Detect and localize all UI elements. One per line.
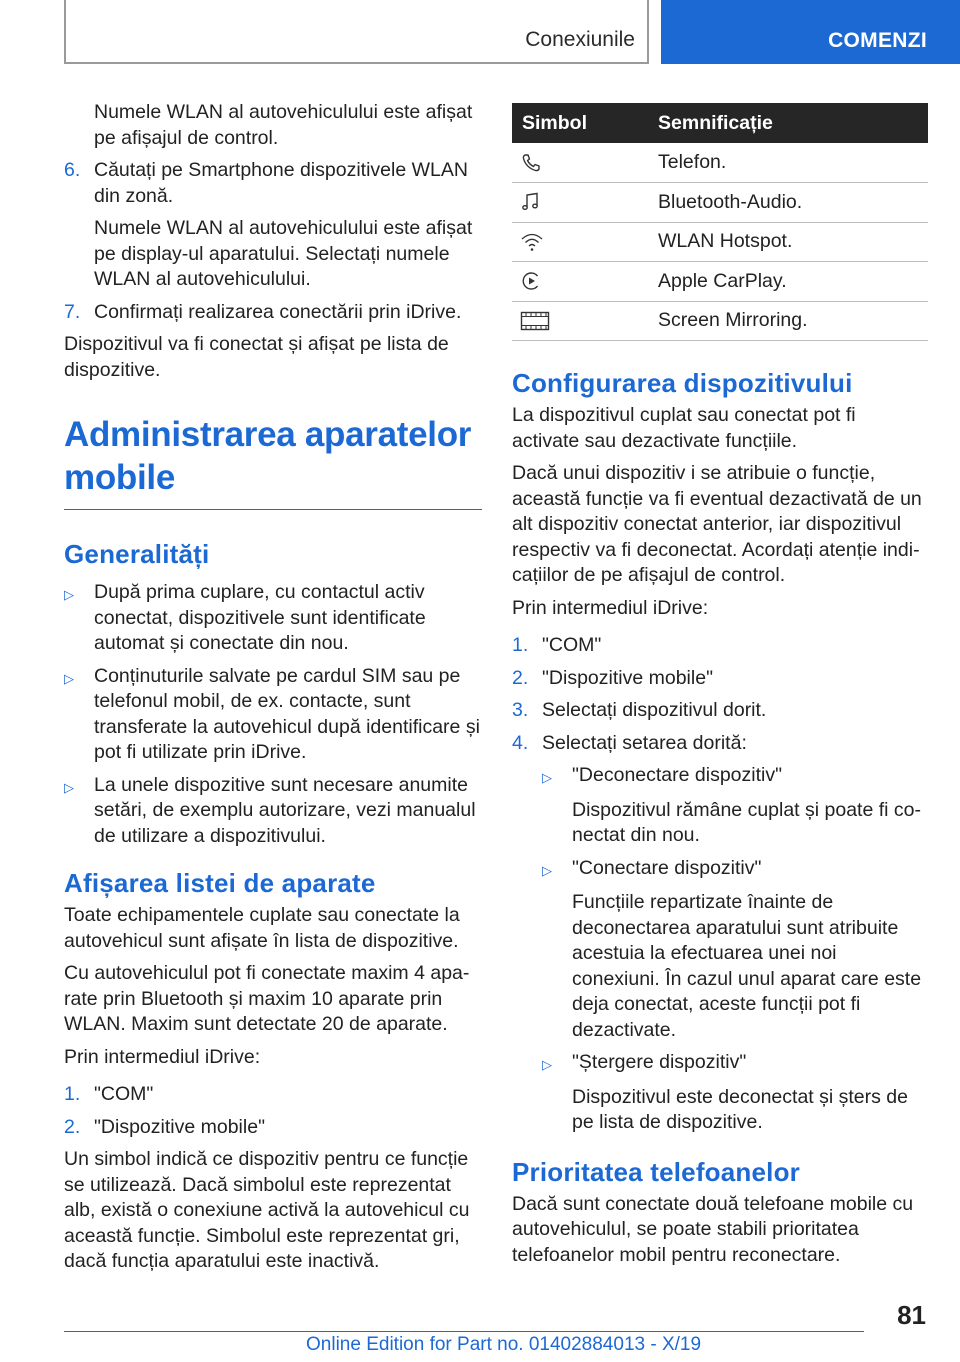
table-header-row (512, 103, 928, 143)
heading-divider (64, 509, 482, 510)
right-column (512, 103, 928, 1275)
paragraph: Prin intermediul iDrive: (64, 1045, 261, 1068)
step-number: 3. (512, 699, 529, 721)
step-text: Confirmați realizarea conectării prin iDrive. (94, 300, 462, 323)
step-number: 7. (64, 300, 81, 323)
step-text: "Dispozitive mobile" (542, 666, 713, 689)
triangle-bullet-icon: ▷ (542, 862, 552, 878)
list-item (512, 633, 928, 659)
triangle-bullet-icon: ▷ (64, 587, 74, 602)
option-description: Funcțiile repartizate înainte de deconectarea aparatului sunt atribuite acestuia la efectuarea unei noi conexiuni. În cazul unul aparat care este deja conectat, aceste funcții pot fi dezactivate. (572, 891, 922, 1041)
step-number: 2. (64, 1115, 81, 1138)
bullet-item (64, 773, 482, 850)
table-cell-meaning: WLAN Hotspot. (648, 222, 928, 262)
list-item (64, 1115, 482, 1141)
paragraph: La dispozitivul cuplat sau conectat pot fi activate sau dezactivate funcțiile. (512, 404, 856, 452)
list-item (64, 300, 482, 326)
step-number: 6. (64, 159, 81, 181)
triangle-bullet-icon: ▷ (64, 779, 74, 795)
paragraph: Dispozitivul va fi conectat și afișat pe lista de dispozitive. (64, 333, 449, 381)
option-title: "Ștergere dispozitiv" (572, 1051, 747, 1073)
section-title: COMENZI (828, 29, 927, 52)
bullet-item (542, 856, 928, 884)
bullet-text: După prima cuplare, cu contactul activ conectat, dispozitivele sunt identificate automat și conectate din nou. (94, 581, 426, 654)
step-text: "COM" (94, 1083, 154, 1105)
table-row (512, 222, 928, 262)
option-title: "Conectare dispozitiv" (572, 856, 762, 879)
chapter-title: Conexiunile (525, 28, 635, 51)
symbol-table (512, 103, 928, 341)
triangle-bullet-icon: ▷ (542, 770, 552, 785)
carplay-icon (520, 270, 648, 292)
paragraph: Numele WLAN al autovehiculului este afișat pe display-ul aparatului. Selectați numele WLAN al autovehiculului. (94, 217, 473, 290)
paragraph: Prin intermediul iDrive: (512, 596, 709, 619)
music-note-icon (520, 191, 648, 213)
phone-icon (520, 152, 648, 174)
paragraph: Un simbol indică ce dispozitiv pentru ce funcție se utilizează. Dacă simbolul este reprezentat alb, există o conexiune activă la autovehicul cu această funcție. Simbolul este reprezentat gri, dacă funcția aparatului este inactivă. (64, 1148, 470, 1272)
options-list (512, 763, 928, 1136)
section-heading-general: Generalități (64, 539, 210, 569)
list-item (512, 666, 928, 692)
step-number: 4. (512, 731, 529, 754)
left-column (64, 100, 482, 1282)
footer-divider (64, 1331, 864, 1332)
table-cell-meaning: Bluetooth-Audio. (648, 183, 928, 223)
triangle-bullet-icon: ▷ (64, 670, 74, 686)
table-cell-meaning: Telefon. (648, 143, 928, 183)
list-item (64, 1082, 482, 1108)
table-cell-meaning: Apple CarPlay. (648, 262, 928, 302)
paragraph: Toate echipamentele cuplate sau conectate la autovehicul sunt afișate în lista de dispozitive. (64, 904, 460, 952)
bullet-item (542, 1050, 928, 1078)
table-header-symbol: Simbol (512, 103, 648, 143)
section-heading-device-list: Afișarea listei de aparate (64, 868, 376, 898)
step-text: "COM" (542, 634, 602, 656)
paragraph: Dacă sunt conectate două telefoane mobile cu autovehiculul, se poate stabili prioritatea telefoanelor mobil pentru reconectare. (512, 1192, 914, 1266)
page-number: 81 (897, 1300, 926, 1330)
option-title: "Deconectare dispozitiv" (572, 764, 783, 786)
paragraph: Dacă unui dispozitiv i se atribuie o funcție, această funcție va fi eventual dezactivată de un alt dispozitiv conectat anterior, iar dispozitivul respectiv va fi deconectat. Acordați atenție indicațiilor de pe afișajul de control. (512, 462, 922, 586)
step-text: Selectați dispozitivul dorit. (542, 699, 767, 721)
table-row (512, 143, 928, 183)
table-row (512, 262, 928, 302)
section-heading-config: Configurarea dispozitivului (512, 368, 853, 398)
step-number: 1. (512, 634, 529, 656)
option-description: Dispozitivul rămâne cuplat și poate fi conectat din nou. (572, 798, 921, 846)
list-item (512, 731, 928, 757)
chapter-heading: Administrarea aparatelor mobile (64, 415, 472, 497)
paragraph: Cu autovehiculul pot fi conectate maxim 4 aparate prin Bluetooth și maxim 10 aparate prin WLAN. Maxim sunt detectate 20 de aparate. (64, 962, 470, 1035)
edition-footer: Online Edition for Part no. 01402884013 - X/19 (306, 1334, 702, 1355)
paragraph: Numele WLAN al autovehiculului este afișat pe afișajul de control. (94, 101, 473, 149)
table-row (512, 301, 928, 341)
header-chapter-box (64, 0, 649, 64)
header-section-tab[interactable] (661, 0, 960, 64)
step-number: 1. (64, 1083, 81, 1105)
step-text: Căutați pe Smartphone dispozitivele WLAN din zonă. (94, 159, 468, 207)
bullet-text: Conținuturile salvate pe cardul SIM sau pe telefonul mobil, de ex. contacte, sunt transferate la autovehicul după identificare și pot fi utilizate prin iDrive. (94, 664, 480, 763)
list-item (512, 698, 928, 724)
wifi-icon (520, 231, 648, 253)
step-text: Selectați setarea dorită: (542, 731, 747, 754)
step-number: 2. (512, 666, 529, 689)
table-header-meaning: Semnificație (648, 103, 928, 143)
list-item (64, 158, 482, 209)
table-cell-meaning: Screen Mirroring. (648, 301, 928, 341)
table-row (512, 183, 928, 223)
step-text: "Dispozitive mobile" (94, 1115, 265, 1138)
bullet-item (542, 763, 928, 791)
screen-mirroring-icon (520, 310, 648, 332)
bullet-item (64, 664, 482, 766)
bullet-text: La unele dispozitive sunt necesare anumite setări, de exemplu autorizare, vezi manualul de utilizare a dispozitivului. (94, 773, 476, 847)
section-heading-priority: Prioritatea telefoanelor (512, 1156, 800, 1187)
triangle-bullet-icon: ▷ (542, 1057, 552, 1072)
bullet-item (64, 580, 482, 657)
option-description: Dispozitivul este deconectat și șters de pe lista de dispozitive. (572, 1085, 908, 1133)
